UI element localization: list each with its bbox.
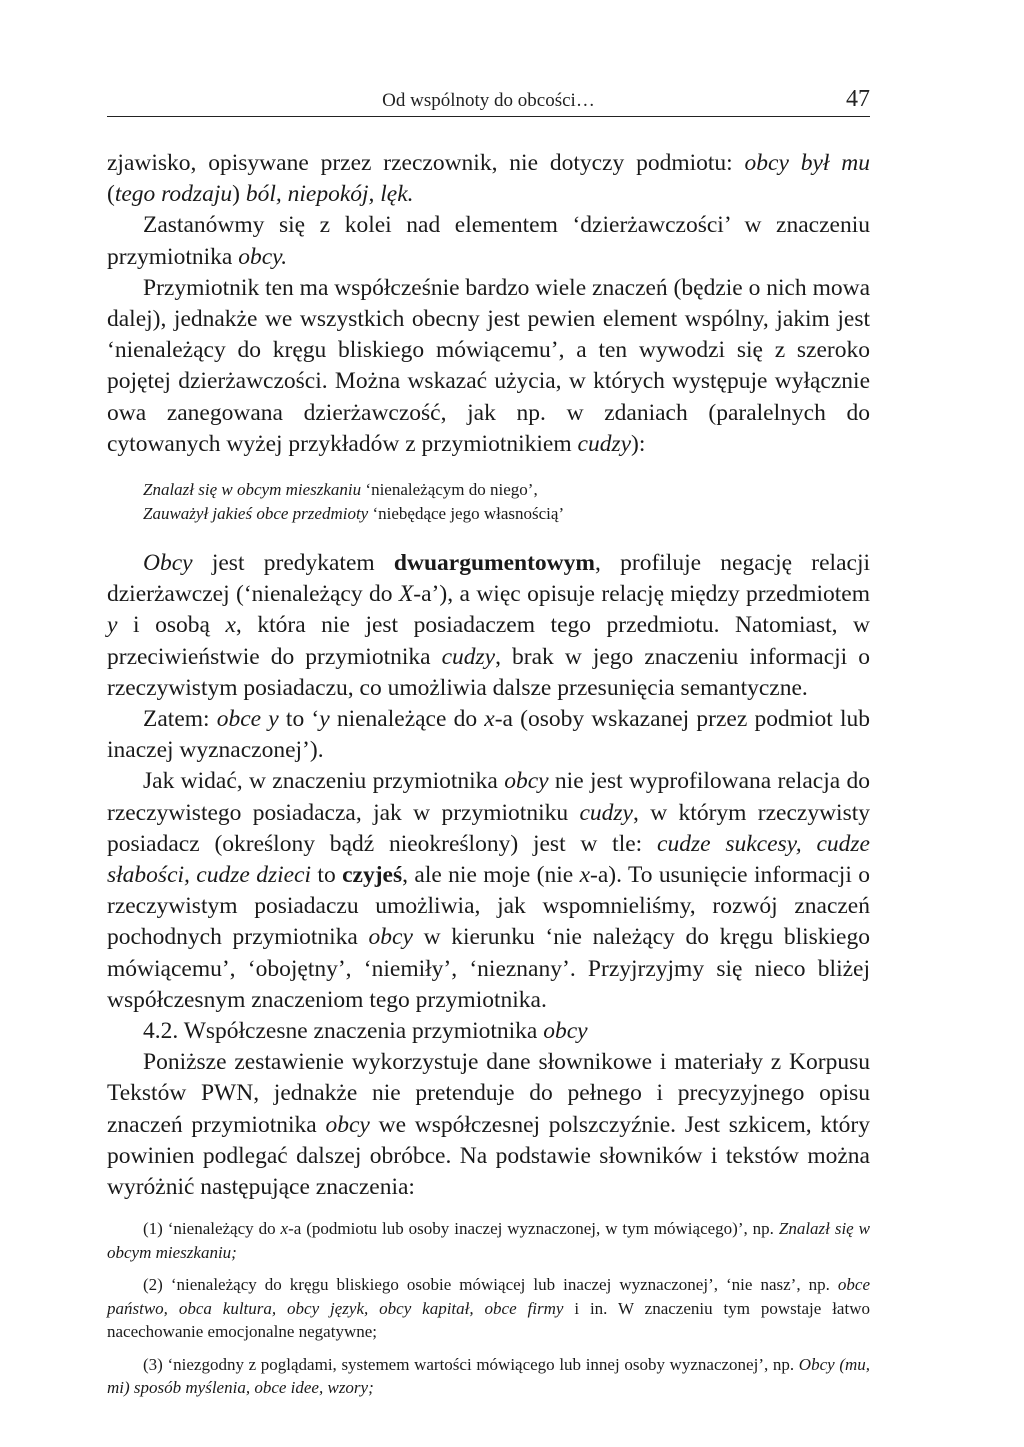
running-title: Od wspólnoty do obcości… [382,90,595,111]
page-number: 47 [846,86,870,112]
body-text [107,148,870,1409]
paragraph: Poniższe zestawienie wykorzystuje dane słownikowe i materiały z Korpusu Tekstów PWN, jednakże nie pretenduje do pełnego i precyzyjnego opisu znaczeń przymiotnika obcy we współczesnej polszczyźnie. Jest szkicem, który powinien podlegać dalszej obróbce. Na podstawie słowników i tekstów można wyróżnić następujące znaczenia: [107,1049,870,1201]
paragraph: Jak widać, w znaczeniu przymiotnika obcy nie jest wyprofilowana relacja do rzeczywistego posiadacza, jak w przymiotniku cudzy, w którym rzeczywisty posiadacz (określony bądź nieokreślony) jest w tle: cudze sukcesy, cudze słabości, cudze dzieci to czyjeś, ale nie moje (nie x-a). To usunięcie informacji o rzeczywistym posiadaczu umożliwia, jak wspomnieliśmy, rozwój znaczeń pochodnych przymiotnika obcy w kierunku ‘nie należący do kręgu bliskiego mówiącemu’, ‘obojętny’, ‘niemiły’, ‘nieznany’. Przyjrzyjmy się nieco bliżej współczesnym znaczeniom tego przymiotnika. [107,768,871,1013]
section-heading: 4.2. Współczesne znaczenia przymiotnika obcy [143,1018,588,1045]
list-item: (1) ‘nienależący do x-a (podmiotu lub osoby inaczej wyznaczonej, w tym mówiącego)’, np. Znalazł się w obcym mieszkaniu; [107,1219,870,1262]
paragraph: Zastanówmy się z kolei nad elementem ‘dzierżawczości’ w znaczeniu przymiotnika obcy. [107,212,870,270]
running-header [107,84,870,117]
paragraph: Przymiotnik ten ma współcześnie bardzo wiele znaczeń (będzie o nich mowa dalej), jednakże we wszystkich obecny jest pewien element wspólny, jakim jest ‘nienależący do kręgu bliskiego mówiącemu’, a ten wywodzi się z szeroko pojętej dzierżawczości. Można wskazać użycia, w których występuje wyłącznie owa zanegowana dzierżawczość, jak np. w zdaniach (paralelnych do cytowanych wyżej przykładów z przymiotnikiem cudzy): [107,274,870,457]
list-item: (3) ‘niezgodny z poglądami, systemem wartości mówiącego lub innej osoby wyznaczonej’, np. Obcy (mu, mi) sposób myślenia, obce idee, wzory; [107,1354,871,1398]
paragraph: Obcy jest predykatem dwuargumentowym, profiluje negację relacji dzierżawczej (‘nienależący do X-a’), a więc opisuje relację między przedmiotem y i osobą x, która nie jest posiadaczem tego przedmiotu. Natomiast, w przeciwieństwie do przymiotnika cudzy, brak w jego znaczeniu informacji o rzeczywistym posiadaczu, co umożliwia dalsze przesunięcia semantyczne. [107,550,871,701]
example-sentence: Zauważył jakieś obce przedmioty ‘niebędące jego własnością’ [143,504,565,524]
paragraph: zjawisko, opisywane przez rzeczownik, nie dotyczy podmiotu: obcy był mu (tego rodzaju) ból, niepokój, lęk. [107,150,870,208]
example-sentence: Znalazł się w obcym mieszkaniu ‘nienależącym do niego’, [143,480,538,500]
meanings-list [107,1217,870,1400]
example-sentences [143,478,870,526]
paragraph: Zatem: obce y to ‘y nienależące do x-a (osoby wskazanej przez podmiot lub inaczej wyznaczonej’). [107,706,870,764]
list-item: (2) ‘nienależący do kręgu bliskiego osobie mówiącej lub inaczej wyznaczonej’, ‘nie nasz’, np. obce państwo, obca kultura, obcy język, obcy kapitał, obce firmy i in. W znaczeniu tym powstaje łatwo nacechowanie emocjonalne negatywne; [107,1275,870,1342]
